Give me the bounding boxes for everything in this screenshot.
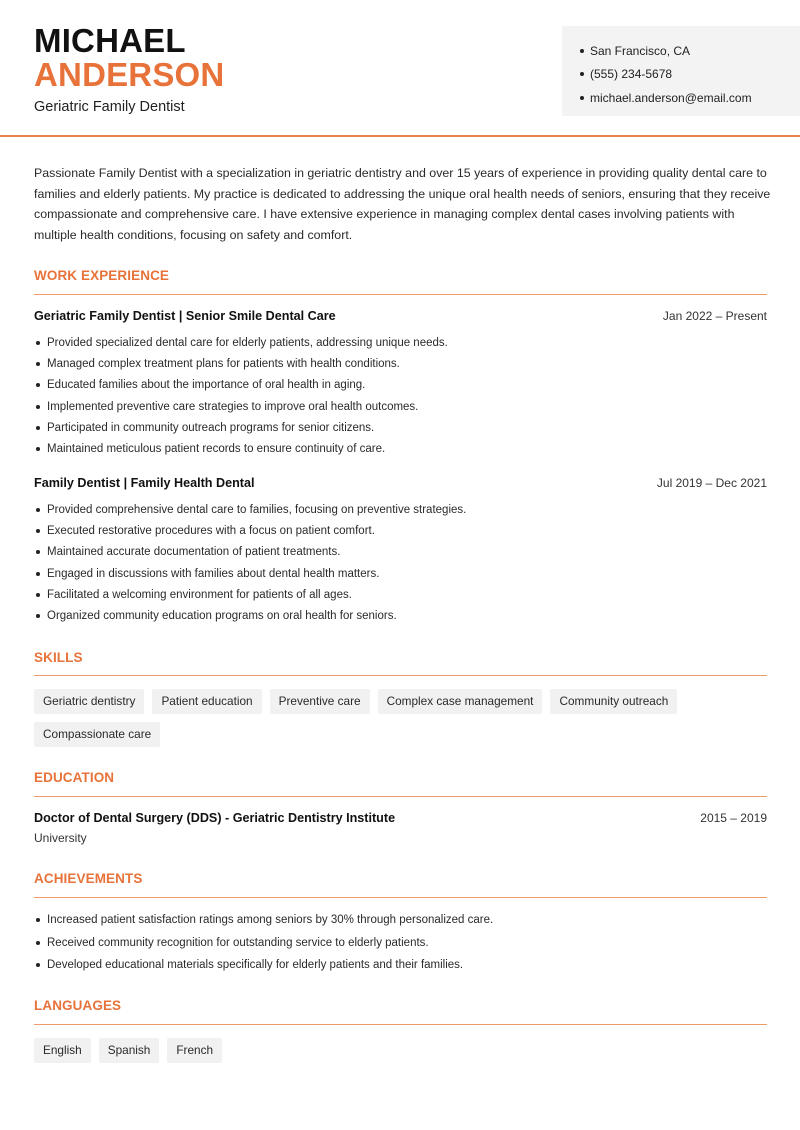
bullet-icon <box>36 963 40 967</box>
list-item: Implemented preventive care strategies to improve oral health outcomes. <box>34 396 767 417</box>
skill-chip: Preventive care <box>270 689 370 714</box>
summary-paragraph: Passionate Family Dentist with a specialization in geriatric dentistry and over 15 years of experience in providing quality dental care to families and elderly patients. My practice is dedicated to addressing the unique oral health needs of seniors, ensuring that they receive compassionate and comprehensive care. I have extensive experience in managing complex dental cases involving patients with multiple health conditions, focusing on safety and comfort. <box>34 166 771 242</box>
education-type: University <box>34 831 87 845</box>
bullet-icon <box>36 550 40 554</box>
bullet-icon <box>36 593 40 597</box>
bullet-icon <box>36 383 40 387</box>
section-title-work: WORK EXPERIENCE <box>34 268 170 283</box>
list-item: Increased patient satisfaction ratings among seniors by 30% through personalized care. <box>34 909 767 932</box>
language-chip: English <box>34 1038 91 1063</box>
list-item: Engaged in discussions with families about dental health matters. <box>34 563 767 584</box>
bullet-icon <box>36 572 40 576</box>
section-divider <box>34 796 767 797</box>
skill-chip: Compassionate care <box>34 722 160 747</box>
degree: Doctor of Dental Surgery (DDS) - Geriatric Dentistry Institute <box>34 811 396 825</box>
list-item: Provided specialized dental care for elderly patients, addressing unique needs. <box>34 332 767 353</box>
education-header <box>34 811 767 825</box>
section-divider <box>34 1024 767 1025</box>
job-header <box>34 476 767 490</box>
bullet-icon <box>36 426 40 430</box>
bullet-icon <box>36 529 40 533</box>
contact-phone: (555) 234-5678 <box>580 63 800 87</box>
contact-box <box>562 26 800 116</box>
list-item: Maintained meticulous patient records to ensure continuity of care. <box>34 438 767 459</box>
bullet-icon <box>36 508 40 512</box>
resume-header <box>0 0 800 137</box>
bullet-icon <box>36 918 40 922</box>
job-bullets <box>34 332 767 460</box>
section-divider <box>34 897 767 898</box>
skills-list <box>34 689 774 747</box>
bullet-icon <box>36 362 40 366</box>
skill-chip: Community outreach <box>550 689 677 714</box>
skill-chip: Geriatric dentistry <box>34 689 144 714</box>
job-role: Family Dentist | Family Health Dental <box>34 476 255 490</box>
list-item: Managed complex treatment plans for patients with health conditions. <box>34 353 767 374</box>
language-chip: Spanish <box>99 1038 160 1063</box>
bullet-icon <box>36 341 40 345</box>
section-title-skills: SKILLS <box>34 650 83 665</box>
bullet-icon <box>580 49 584 53</box>
job-dates: Jan 2022 – Present <box>662 309 767 323</box>
section-title-languages: LANGUAGES <box>34 998 122 1013</box>
section-title-achievements: ACHIEVEMENTS <box>34 871 143 886</box>
job-role: Geriatric Family Dentist | Senior Smile Dental Care <box>34 309 336 323</box>
last-name: ANDERSON <box>34 56 225 93</box>
list-item: Educated families about the importance of oral health in aging. <box>34 375 767 396</box>
job-dates: Jul 2019 – Dec 2021 <box>656 476 767 490</box>
list-item: Received community recognition for outstanding service to elderly patients. <box>34 932 767 955</box>
list-item: Developed educational materials specifically for elderly patients and their families. <box>34 954 767 977</box>
section-divider <box>34 294 767 295</box>
contact-email: michael.anderson@email.com <box>580 86 800 110</box>
achievements-list <box>34 909 767 977</box>
section-title-education: EDUCATION <box>34 770 115 785</box>
bullet-icon <box>36 447 40 451</box>
bullet-icon <box>580 96 584 100</box>
section-divider <box>34 675 767 676</box>
bullet-icon <box>36 941 40 945</box>
job-title: Geriatric Family Dentist <box>34 99 185 115</box>
list-item: Participated in community outreach programs for senior citizens. <box>34 417 767 438</box>
skill-chip: Patient education <box>152 689 261 714</box>
list-item: Executed restorative procedures with a focus on patient comfort. <box>34 520 767 541</box>
job-header <box>34 309 767 323</box>
education-dates: 2015 – 2019 <box>700 811 767 825</box>
list-item: Organized community education programs on oral health for seniors. <box>34 605 767 626</box>
languages-list <box>34 1038 774 1063</box>
bullet-icon <box>580 72 584 76</box>
first-name: MICHAEL <box>34 22 186 59</box>
contact-location: San Francisco, CA <box>580 39 800 63</box>
list-item: Provided comprehensive dental care to families, focusing on preventive strategies. <box>34 499 767 520</box>
skill-chip: Complex case management <box>378 689 543 714</box>
bullet-icon <box>36 405 40 409</box>
list-item: Facilitated a welcoming environment for patients of all ages. <box>34 584 767 605</box>
job-bullets <box>34 499 767 627</box>
bullet-icon <box>36 614 40 618</box>
language-chip: French <box>167 1038 222 1063</box>
list-item: Maintained accurate documentation of patient treatments. <box>34 542 767 563</box>
